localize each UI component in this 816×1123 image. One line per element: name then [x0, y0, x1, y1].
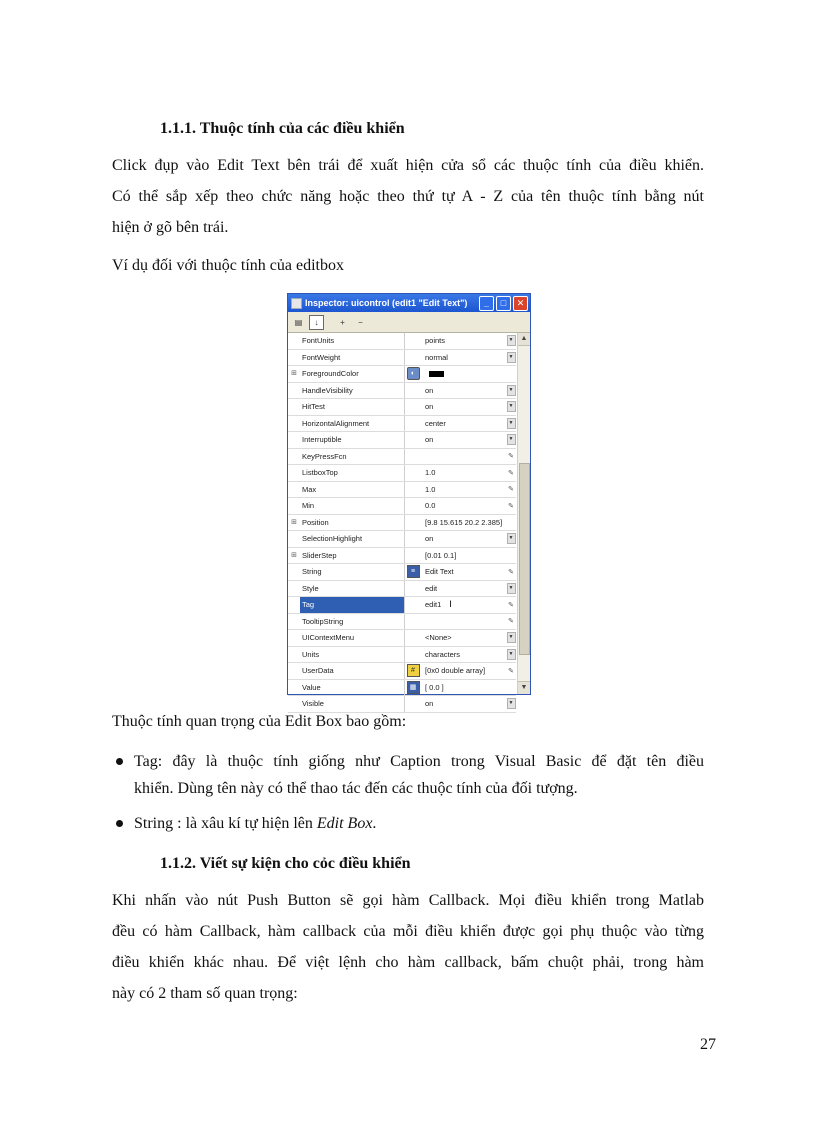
app-icon — [291, 298, 302, 309]
scroll-thumb[interactable] — [519, 463, 530, 655]
property-name: SelectionHighlight — [300, 531, 405, 547]
close-icon[interactable]: ✕ — [513, 296, 528, 311]
property-row[interactable] — [288, 548, 516, 565]
maximize-icon[interactable]: □ — [496, 296, 511, 311]
dropdown-icon[interactable]: ▼ — [507, 533, 516, 544]
alphabetical-sort-icon[interactable]: ↓ — [309, 315, 324, 330]
property-value[interactable] — [421, 449, 506, 465]
important-properties-intro: Thuộc tính quan trọng của Edit Box bao gồm: — [112, 713, 407, 730]
property-name: Units — [300, 647, 405, 663]
property-name: HandleVisibility — [300, 383, 405, 399]
property-value[interactable]: [0x0 double array] — [425, 666, 486, 675]
property-row[interactable] — [288, 432, 516, 449]
property-row[interactable] — [288, 614, 516, 631]
dropdown-icon[interactable]: ▼ — [507, 632, 516, 643]
property-row[interactable] — [288, 366, 516, 383]
expand-icon[interactable]: ⊞ — [291, 518, 297, 526]
property-value[interactable]: <None> — [425, 633, 452, 642]
inspector-titlebar — [288, 294, 530, 312]
color-picker-icon[interactable]: ◐ — [407, 367, 420, 380]
property-value[interactable]: characters — [425, 649, 461, 659]
tag-value[interactable]: edit1 — [425, 600, 442, 609]
property-value[interactable] — [421, 366, 506, 382]
property-row[interactable] — [288, 383, 516, 400]
property-name: Position — [300, 515, 405, 531]
property-value[interactable]: on — [425, 435, 434, 444]
property-value[interactable]: on — [425, 385, 434, 395]
para-line: điều khiển khác nhau. Để việt lệnh cho hàm callback, bấm chuột phải, trong hàm — [112, 954, 704, 971]
categorized-sort-icon[interactable]: ▤ — [294, 317, 303, 327]
property-row[interactable] — [288, 399, 516, 416]
text-cursor-icon: I — [449, 599, 452, 609]
property-name: Value — [300, 680, 405, 696]
list-item-string — [112, 810, 704, 837]
property-bullet-list — [112, 748, 704, 837]
property-name: KeyPressFcn — [300, 449, 405, 465]
text-editor-icon[interactable]: ≡ — [407, 565, 420, 578]
property-name: HitTest — [300, 399, 405, 415]
edit-pencil-icon[interactable]: ✎ — [508, 618, 514, 626]
property-row[interactable] — [288, 498, 516, 515]
dropdown-icon[interactable]: ▼ — [507, 698, 516, 709]
edit-pencil-icon[interactable]: ✎ — [508, 568, 514, 576]
property-row[interactable] — [288, 680, 516, 697]
section1-paragraph — [112, 150, 704, 243]
dropdown-icon[interactable]: ▼ — [507, 352, 516, 363]
edit-pencil-icon[interactable]: ✎ — [508, 667, 514, 675]
property-value[interactable]: on — [425, 534, 434, 543]
property-row[interactable] — [288, 333, 516, 350]
expand-all-icon[interactable]: + — [340, 317, 345, 327]
property-value[interactable]: edit — [425, 583, 438, 593]
inspector-title: Inspector: uicontrol (edit1 "Edit Text") — [305, 298, 468, 308]
para-line: Khi nhấn vào nút Push Button sẽ gọi hàm Callback. Mọi điều khiển trong Matlab — [112, 892, 704, 909]
property-row-selected[interactable] — [288, 597, 516, 614]
inspector-window — [287, 293, 531, 708]
dropdown-icon[interactable]: ▼ — [507, 401, 516, 412]
property-value[interactable] — [421, 614, 506, 630]
property-name: TooltipString — [300, 614, 405, 630]
property-row[interactable] — [288, 465, 516, 482]
section-heading-1-1-2: 1.1.2. Viết sự kiện cho cỏc điều khiển — [160, 855, 411, 872]
property-value[interactable]: 1.0 — [425, 468, 436, 477]
property-value[interactable]: 0.0 — [425, 501, 436, 510]
property-row[interactable] — [288, 581, 516, 598]
edit-pencil-icon[interactable]: ✎ — [508, 486, 514, 494]
property-name: FontWeight — [300, 350, 405, 366]
expand-icon[interactable]: ⊞ — [291, 370, 297, 377]
expand-icon[interactable]: ⊞ — [291, 551, 297, 559]
property-row[interactable] — [288, 663, 516, 680]
property-value[interactable]: [9.8 15.615 20.2 2.385] — [425, 517, 503, 527]
bullet-emphasis: Edit Box — [316, 815, 373, 832]
array-editor-icon[interactable]: # — [407, 664, 420, 677]
property-name: ListboxTop — [300, 465, 405, 481]
bullet-suffix: . — [372, 815, 377, 832]
vertical-scrollbar[interactable] — [517, 333, 530, 694]
property-row[interactable] — [288, 630, 516, 647]
dropdown-icon[interactable]: ▼ — [507, 418, 516, 429]
property-row[interactable] — [288, 531, 516, 548]
property-value[interactable]: on — [425, 402, 434, 411]
property-name: ForegroundColor — [300, 366, 405, 382]
para-line: Có thể sắp xếp theo chức năng hoặc theo thứ tự A - Z của tên thuộc tính bằng nút — [112, 188, 704, 205]
property-grid — [288, 333, 516, 713]
tag-value-input[interactable] — [421, 597, 506, 613]
property-name: String — [300, 564, 405, 580]
color-swatch — [429, 371, 444, 377]
para-line: Click đụp vào Edit Text bên trái để xuất hiện cửa sổ các thuộc tính của điều khiển. — [112, 157, 704, 174]
property-value[interactable]: [0.01 0.1] — [425, 550, 457, 560]
section2-paragraph — [112, 885, 704, 1009]
property-value[interactable]: on — [425, 699, 434, 708]
dropdown-icon[interactable]: ▼ — [507, 434, 516, 445]
list-item-tag — [112, 748, 704, 802]
dropdown-icon[interactable]: ▼ — [507, 649, 516, 660]
example-caption: Ví dụ đối với thuộc tính của editbox — [112, 257, 344, 274]
para-line: hiện ở gõ bên trái. — [112, 219, 229, 236]
property-name: Visible — [300, 696, 405, 712]
dropdown-icon[interactable]: ▼ — [507, 335, 516, 346]
edit-pencil-icon[interactable]: ✎ — [508, 469, 514, 477]
property-row[interactable] — [288, 564, 516, 581]
property-name: Max — [300, 482, 405, 498]
property-value[interactable]: normal — [425, 352, 448, 362]
property-row[interactable] — [288, 350, 516, 367]
property-row[interactable] — [288, 515, 516, 532]
property-value[interactable]: Edit Text — [425, 567, 454, 576]
para-line: đều có hàm Callback, hàm callback của mỗi điều khiển được gọi phụ thuộc vào từng — [112, 923, 704, 940]
dropdown-icon[interactable]: ▼ — [507, 385, 516, 396]
bullet-line: Tag: đây là thuộc tính giống như Caption trong Visual Basic để đặt tên điều — [134, 753, 704, 770]
para-line: này có 2 tham số quan trọng: — [112, 985, 298, 1002]
property-row[interactable] — [288, 482, 516, 499]
collapse-all-icon[interactable]: − — [358, 317, 363, 327]
property-value[interactable]: [ 0.0 ] — [425, 682, 444, 692]
property-name: HorizontalAlignment — [300, 416, 405, 432]
property-name: Tag — [300, 597, 405, 613]
property-value[interactable]: points — [425, 336, 446, 345]
property-name: Style — [300, 581, 405, 597]
property-value[interactable]: center — [425, 418, 446, 428]
minimize-icon[interactable]: _ — [479, 296, 494, 311]
section-heading-1-1-1: 1.1.1. Thuộc tính của các điều khiển — [160, 120, 405, 137]
scroll-up-icon[interactable]: ▲ — [518, 333, 530, 346]
property-name: Min — [300, 498, 405, 514]
bullet-line: khiển. Dùng tên này có thể thao tác đến các thuộc tính của đối tượng. — [134, 780, 578, 797]
inspector-toolbar — [288, 312, 530, 333]
property-name: SliderStep — [300, 548, 405, 564]
edit-pencil-icon[interactable]: ✎ — [508, 502, 514, 510]
property-value[interactable]: 1.0 — [425, 484, 436, 494]
property-row[interactable] — [288, 416, 516, 433]
bullet-text: String : là xâu kí tự hiện lên — [134, 815, 317, 832]
edit-pencil-icon[interactable]: ✎ — [508, 601, 514, 609]
value-editor-icon[interactable]: ▦ — [407, 681, 420, 694]
property-name: FontUnits — [300, 333, 405, 349]
property-name: UIContextMenu — [300, 630, 405, 646]
edit-pencil-icon[interactable]: ✎ — [508, 453, 514, 461]
scroll-down-icon[interactable]: ▼ — [518, 681, 530, 694]
property-name: Interruptible — [300, 432, 405, 448]
dropdown-icon[interactable]: ▼ — [507, 583, 516, 594]
property-row[interactable] — [288, 449, 516, 466]
page-number: 27 — [700, 1036, 716, 1053]
property-name: UserData — [300, 663, 405, 679]
property-row[interactable] — [288, 647, 516, 664]
